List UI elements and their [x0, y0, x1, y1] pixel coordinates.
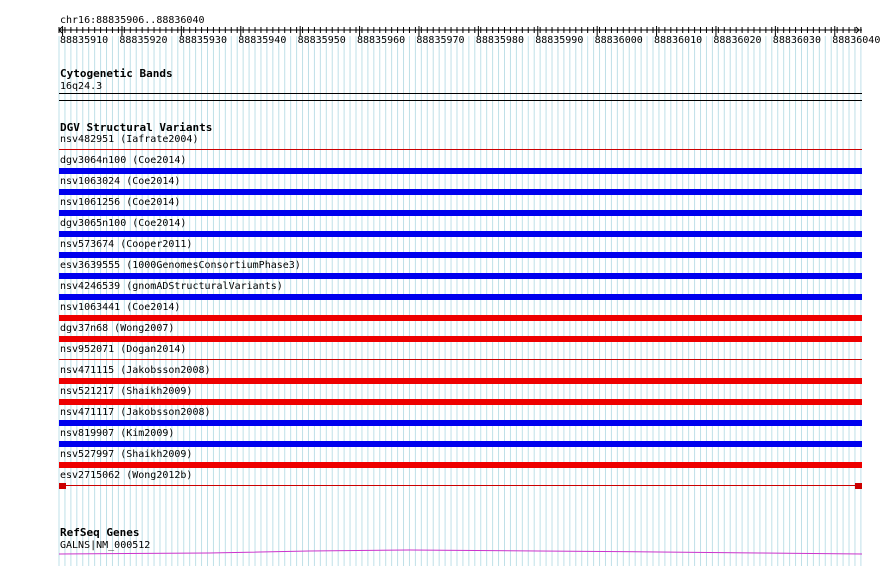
dgv-feature-bar[interactable] [59, 273, 862, 279]
dgv-feature-bar[interactable] [59, 336, 862, 342]
dgv-feature-bar[interactable] [59, 294, 862, 300]
track-divider [59, 100, 862, 101]
dgv-feature-label[interactable]: nsv527997 (Shaikh2009) [60, 449, 193, 460]
ruler-tick-label: 88835940 [238, 35, 287, 46]
dgv-feature-label[interactable]: nsv471117 (Jakobsson2008) [60, 407, 211, 418]
dgv-track-title[interactable]: DGV Structural Variants [60, 121, 213, 134]
dgv-feature-label[interactable]: esv3639555 (1000GenomesConsortiumPhase3) [60, 260, 301, 271]
ruler-tick-label: 88835920 [119, 35, 168, 46]
dgv-feature-bar[interactable] [59, 485, 862, 486]
cytoband-label[interactable]: 16q24.3 [60, 81, 103, 92]
dgv-feature-label[interactable]: dgv3065n100 (Coe2014) [60, 218, 187, 229]
dgv-feature-label[interactable]: esv2715062 (Wong2012b) [60, 470, 193, 481]
dgv-feature-label[interactable]: dgv37n68 (Wong2007) [60, 323, 175, 334]
dgv-feature-bar[interactable] [59, 189, 862, 195]
refseq-track-title[interactable]: RefSeq Genes [60, 526, 140, 539]
dgv-feature-bar[interactable] [59, 252, 862, 258]
dgv-feature-label[interactable]: nsv819907 (Kim2009) [60, 428, 175, 439]
dgv-feature-end-block[interactable] [59, 483, 66, 489]
refseq-gene-line [59, 550, 862, 554]
ruler-tick-label: 88835960 [357, 35, 406, 46]
dgv-feature-label[interactable]: nsv4246539 (gnomADStructuralVariants) [60, 281, 283, 292]
ruler-tick-label: 88835980 [475, 35, 524, 46]
ruler-tick-label: 88836010 [654, 35, 703, 46]
dgv-feature-bar[interactable] [59, 399, 862, 405]
refseq-gene-model[interactable] [59, 546, 862, 558]
dgv-feature-bar[interactable] [59, 359, 862, 360]
ruler-tick-label: 88836000 [594, 35, 643, 46]
ruler-tick-label: 88835930 [178, 35, 227, 46]
dgv-feature-bar[interactable] [59, 149, 862, 150]
dgv-feature-label[interactable]: nsv482951 (Iafrate2004) [60, 134, 199, 145]
ruler-tick-label: 88836040 [832, 35, 881, 46]
dgv-feature-bar[interactable] [59, 231, 862, 237]
ruler-tick-label: 88835910 [60, 35, 109, 46]
ruler-tick-label: 88835990 [535, 35, 584, 46]
dgv-feature-end-block[interactable] [855, 483, 862, 489]
dgv-feature-label[interactable]: nsv471115 (Jakobsson2008) [60, 365, 211, 376]
dgv-feature-bar[interactable] [59, 462, 862, 468]
cytoband-line [59, 93, 862, 94]
ruler-tick-label: 88836030 [772, 35, 821, 46]
dgv-feature-label[interactable]: nsv952071 (Dogan2014) [60, 344, 187, 355]
dgv-feature-label[interactable]: nsv1061256 (Coe2014) [60, 197, 181, 208]
dgv-feature-label[interactable]: nsv521217 (Shaikh2009) [60, 386, 193, 397]
dgv-feature-bar[interactable] [59, 420, 862, 426]
dgv-feature-bar[interactable] [59, 378, 862, 384]
dgv-feature-bar[interactable] [59, 441, 862, 447]
dgv-feature-label[interactable]: nsv1063024 (Coe2014) [60, 176, 181, 187]
location-label: chr16:88835906..88836040 [60, 15, 205, 26]
dgv-feature-bar[interactable] [59, 315, 862, 321]
refseq-gene-label[interactable]: GALNS|NM_000512 [60, 540, 151, 551]
cytoband-track-title[interactable]: Cytogenetic Bands [60, 67, 173, 80]
dgv-feature-label[interactable]: dgv3064n100 (Coe2014) [60, 155, 187, 166]
dgv-feature-label[interactable]: nsv573674 (Cooper2011) [60, 239, 193, 250]
dgv-feature-bar[interactable] [59, 210, 862, 216]
dgv-feature-bar[interactable] [59, 168, 862, 174]
dgv-feature-label[interactable]: nsv1063441 (Coe2014) [60, 302, 181, 313]
ruler-tick-label: 88835970 [416, 35, 465, 46]
ruler-tick-label: 88835950 [297, 35, 346, 46]
ruler-tick-label: 88836020 [713, 35, 762, 46]
